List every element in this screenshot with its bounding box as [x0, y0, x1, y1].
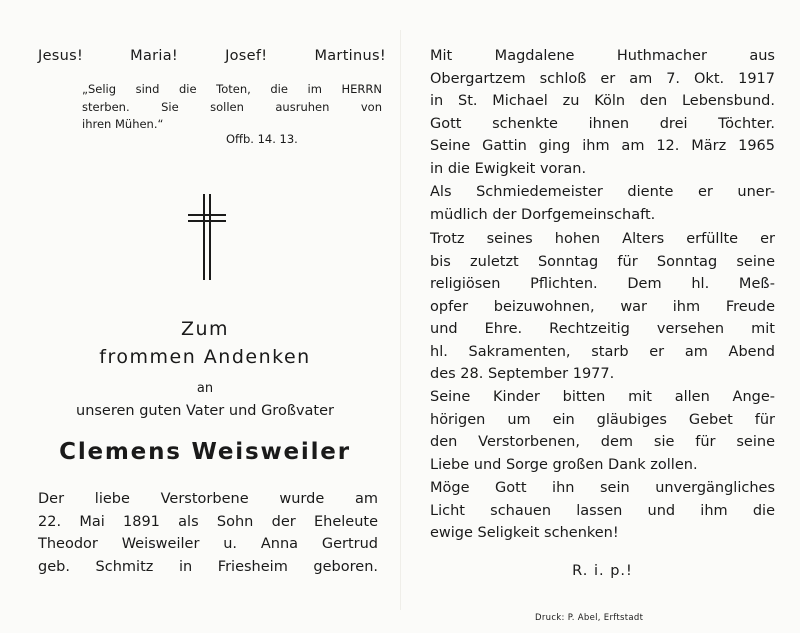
- text-line: opfer beizuwohnen, war ihm Freude: [430, 298, 775, 315]
- text-line: Licht schauen lassen und ihm die: [430, 502, 775, 519]
- bio-line: 22. Mai 1891 als Sohn der Eheleute: [38, 513, 378, 530]
- paragraph-prayer-request: [430, 386, 775, 476]
- bio-line: Theodor Weisweiler u. Anna Gertrud: [38, 536, 378, 552]
- text-line: Als Schmiedemeister diente er uner-: [430, 184, 775, 200]
- bible-quote: [82, 81, 382, 134]
- text-line: den Verstorbenen, dem sie für seine: [430, 434, 775, 450]
- invocation-martinus: Martinus!: [314, 48, 386, 64]
- quote-line: „Selig sind die Toten, die im HERRN: [82, 82, 382, 96]
- heading-an: an: [196, 381, 214, 396]
- text-line: und Ehre. Rechtzeitig versehen mit: [430, 321, 775, 337]
- quote-reference: Offb. 14. 13.: [226, 132, 298, 146]
- quote-line: sterben. Sie sollen ausruhen von: [82, 99, 382, 114]
- text-line: Mit Magdalene Huthmacher aus: [430, 48, 775, 64]
- text-line: Liebe und Sorge großen Dank zollen.: [430, 456, 698, 473]
- paragraph-faith: [430, 228, 775, 386]
- text-line: müdlich der Dorfgemeinschaft.: [430, 206, 656, 223]
- heading-andenken: frommen Andenken: [99, 346, 311, 368]
- text-line: hörigen um ein gläubiges Gebet für: [430, 411, 775, 428]
- paragraph-blessing: [430, 477, 775, 545]
- text-line: Trotz seines hohen Alters erfüllte er: [430, 231, 775, 247]
- deceased-name: Clemens Weisweiler: [59, 439, 351, 465]
- cross-icon: [188, 194, 228, 280]
- text-line: Gott schenkte ihnen drei Töchter.: [430, 115, 775, 132]
- invocation-josef: Josef!: [225, 48, 268, 64]
- text-line: Möge Gott ihn sein unvergängliches: [430, 480, 775, 496]
- paragraph-profession: [430, 181, 775, 226]
- heading-zum: Zum: [180, 318, 230, 340]
- text-line: des 28. September 1977.: [430, 366, 615, 382]
- quote-line: ihren Mühen.“: [82, 117, 164, 131]
- text-line: Seine Kinder bitten mit allen Ange-: [430, 389, 775, 405]
- bio-line: Der liebe Verstorbene wurde am: [38, 491, 378, 507]
- bio-line: geb. Schmitz in Friesheim geboren.: [38, 558, 378, 575]
- text-line: ewige Seligkeit schenken!: [430, 525, 619, 541]
- relation-text: unseren guten Vater und Großvater: [76, 403, 334, 419]
- invocation-line: [38, 48, 386, 64]
- biography-paragraph: [38, 488, 378, 578]
- text-line: Seine Gattin ging ihm am 12. März 1965: [430, 138, 775, 154]
- text-line: religiösen Pflichten. Dem hl. Meß-: [430, 276, 775, 292]
- paragraph-marriage: [430, 45, 775, 180]
- card-fold: [400, 30, 401, 610]
- printer-credit: Druck: P. Abel, Erftstadt: [535, 613, 644, 623]
- rip-text: R. i. p.!: [572, 563, 633, 579]
- text-line: Obergartzem schloß er am 7. Okt. 1917: [430, 70, 775, 87]
- invocation-jesus: Jesus!: [38, 48, 84, 64]
- text-line: bis zuletzt Sonntag für Sonntag seine: [430, 253, 775, 270]
- text-line: hl. Sakramenten, starb er am Abend: [430, 343, 775, 360]
- invocation-maria: Maria!: [130, 48, 179, 64]
- text-line: in St. Michael zu Köln den Lebensbund.: [430, 93, 775, 109]
- text-line: in die Ewigkeit voran.: [430, 160, 587, 177]
